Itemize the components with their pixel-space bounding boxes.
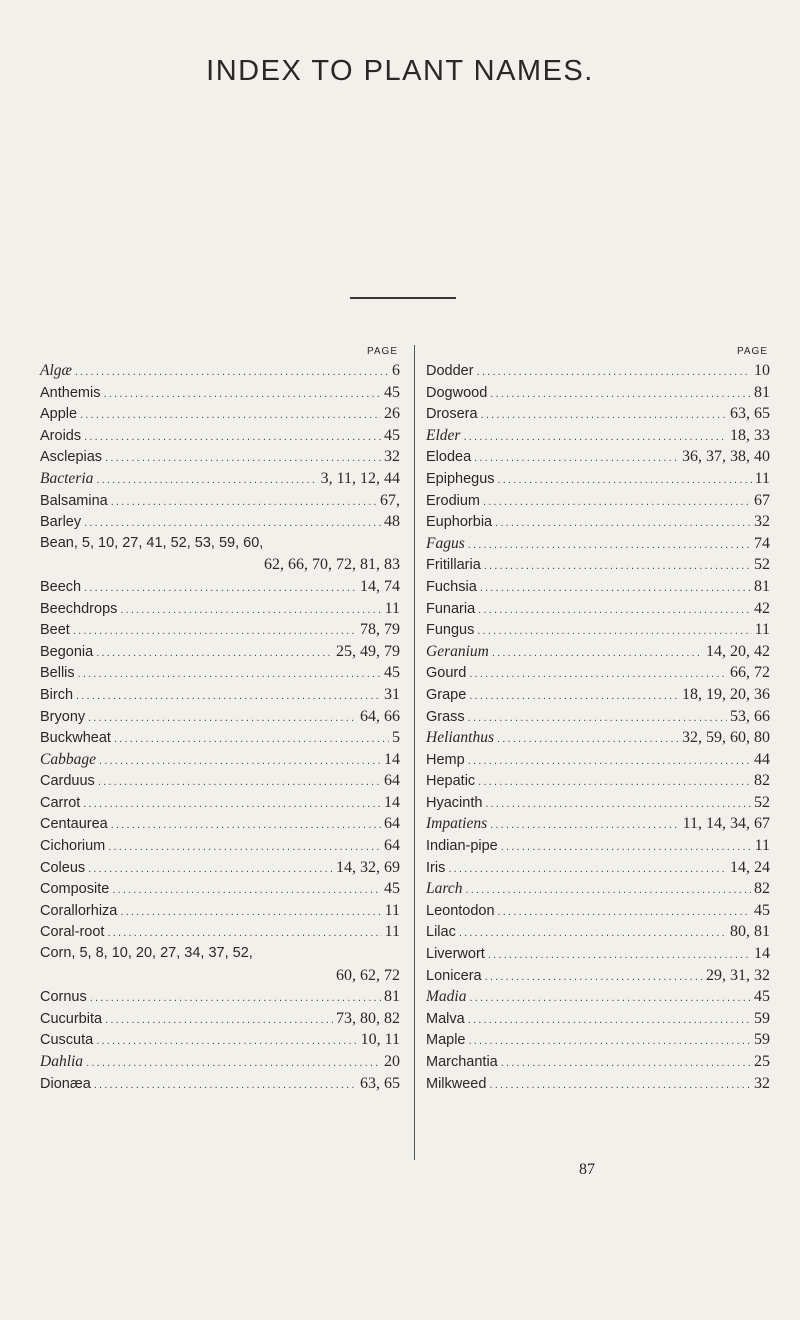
leader-dots [498, 470, 752, 492]
page-references: 74 [754, 534, 770, 552]
leader-dots [489, 1075, 751, 1097]
index-entry-continuation: 60, 62, 72 [336, 966, 400, 984]
plant-name: Beech [40, 578, 82, 595]
page-references: 6 [392, 362, 400, 379]
leader-dots [469, 1031, 752, 1053]
page-number: 87 [579, 1161, 595, 1178]
page-references: 45 [384, 383, 400, 401]
index-entry [426, 490, 770, 512]
plant-name: Coral-root [40, 924, 105, 941]
page-references: 11 [384, 923, 400, 941]
leader-dots [501, 837, 752, 859]
leader-dots [492, 643, 703, 665]
page-references: 32 [754, 513, 770, 531]
page-references: 80, 81 [730, 923, 770, 941]
page-references: 81 [384, 988, 400, 1006]
index-entry [426, 943, 770, 965]
index-entry [40, 986, 400, 1008]
plant-name: Liverwort [426, 946, 485, 963]
page-references: 48 [384, 513, 400, 531]
page-references: 82 [754, 880, 770, 898]
index-entry [40, 425, 400, 447]
plant-name: Bellis [40, 665, 75, 682]
leader-dots [86, 1053, 381, 1075]
page-references: 10, 11 [360, 1031, 400, 1049]
plant-name: Epiphegus [426, 470, 495, 487]
page-references: 25, 49, 79 [336, 642, 400, 660]
plant-name: Beet [40, 622, 70, 639]
page-references: 64, 66 [360, 707, 400, 725]
page-references: 52 [754, 556, 770, 574]
index-entry [426, 641, 770, 663]
page-references: 45 [384, 426, 400, 444]
plant-name: Iris [426, 859, 446, 876]
index-entry [40, 727, 400, 749]
plant-name: Begonia [40, 643, 94, 660]
index-entry [40, 792, 400, 814]
leader-dots [498, 902, 751, 924]
page-references: 45 [384, 880, 400, 898]
index-entry [426, 511, 770, 533]
page-references: 11 [384, 599, 400, 617]
index-entry [426, 900, 770, 922]
leader-dots [468, 1010, 751, 1032]
page-references: 45 [754, 901, 770, 919]
index-entry [426, 1029, 770, 1051]
plant-name: Hemp [426, 751, 465, 768]
leader-dots [84, 578, 357, 600]
page-references: 82 [754, 772, 770, 790]
column-divider [414, 345, 415, 1160]
index-entry [40, 749, 400, 771]
leader-dots [469, 664, 727, 686]
leader-dots [490, 815, 679, 837]
plant-name: Drosera [426, 406, 478, 423]
leader-dots [73, 621, 357, 643]
plant-name: Bean, 5, 10, 27, 41, 52, 53, 59, 60, [40, 534, 264, 551]
plant-name: Maple [426, 1032, 466, 1049]
plant-name: Hepatic [426, 773, 476, 790]
plant-name: Elodea [426, 449, 472, 466]
page-references: 45 [754, 988, 770, 1006]
page-references: 18, 19, 20, 36 [682, 685, 770, 703]
plant-name: Cabbage [40, 750, 96, 768]
index-entry [426, 446, 770, 468]
index-entry [426, 792, 770, 814]
index-entry [426, 598, 770, 620]
plant-name: Hyacinth [426, 794, 483, 811]
leader-dots [105, 448, 381, 470]
plant-name: Algæ [40, 362, 72, 379]
plant-name: Grass [426, 708, 465, 725]
index-entry [40, 511, 400, 533]
leader-dots [75, 362, 389, 384]
index-entry [40, 1073, 400, 1095]
plant-name: Composite [40, 881, 110, 898]
leader-dots [98, 772, 381, 794]
leader-dots [80, 405, 381, 427]
page-references: 53, 66 [730, 707, 770, 725]
leader-dots [83, 794, 381, 816]
plant-name: Carrot [40, 794, 81, 811]
page-references: 81 [754, 577, 770, 595]
index-entry [426, 749, 770, 771]
leader-dots [478, 600, 751, 622]
plant-name: Funaria [426, 600, 476, 617]
page-references: 3, 11, 12, 44 [320, 469, 400, 487]
index-entry [40, 706, 400, 728]
plant-name: Euphorbia [426, 514, 493, 531]
index-entry [426, 986, 770, 1008]
page-references: 67, [380, 491, 400, 509]
leader-dots [490, 384, 751, 406]
leader-dots [468, 751, 751, 773]
plant-name: Madia [426, 988, 467, 1006]
plant-name: Asclepias [40, 449, 103, 466]
index-entry [426, 770, 770, 792]
leader-dots [111, 492, 377, 514]
index-entry [40, 468, 400, 490]
plant-name: Aroids [40, 427, 82, 444]
plant-name: Coleus [40, 859, 86, 876]
leader-dots [120, 902, 381, 924]
page-references: 5 [392, 729, 400, 747]
leader-dots [485, 967, 703, 989]
right-column [426, 344, 770, 1094]
index-entry [426, 684, 770, 706]
index-entry [426, 857, 770, 879]
leader-dots [484, 556, 751, 578]
leader-dots [84, 427, 381, 449]
page-references: 67 [754, 491, 770, 509]
leader-dots [474, 448, 679, 470]
page-references: 73, 80, 82 [336, 1009, 400, 1027]
index-entry [426, 706, 770, 728]
plant-name: Geranium [426, 642, 489, 660]
leader-dots [469, 988, 751, 1010]
plant-name: Marchantia [426, 1054, 498, 1070]
plant-name: Balsamina [40, 492, 108, 509]
plant-name: Dionæa [40, 1075, 91, 1092]
index-entry [40, 662, 400, 684]
page-column-header: PAGE [366, 346, 398, 357]
plant-name: Larch [426, 880, 463, 898]
leader-dots [497, 729, 679, 751]
index-entry [40, 1029, 400, 1051]
page-references: 81 [754, 383, 770, 401]
plant-name: Corn, 5, 8, 10, 20, 27, 34, 37, 52, [40, 945, 253, 962]
leader-dots [84, 513, 381, 535]
page-references: 78, 79 [360, 621, 400, 639]
plant-name: Cuscuta [40, 1032, 94, 1049]
index-entry [40, 684, 400, 706]
index-entry [426, 1073, 770, 1095]
index-entry [426, 965, 770, 987]
leader-dots [448, 859, 727, 881]
page-references: 14, 20, 42 [706, 642, 770, 660]
leader-dots [107, 923, 381, 945]
leader-dots [477, 621, 751, 643]
page-references: 11 [754, 837, 770, 855]
plant-name: Cichorium [40, 838, 106, 855]
page-references: 64 [384, 815, 400, 833]
leader-dots [96, 1031, 357, 1053]
plant-name: Fagus [426, 534, 465, 552]
page-references: 45 [384, 664, 400, 682]
index-entry [426, 382, 770, 404]
plant-name: Dogwood [426, 384, 488, 401]
index-entry [40, 382, 400, 404]
page-title: INDEX TO PLANT NAMES. [206, 55, 594, 87]
index-entry [40, 1008, 400, 1030]
page-references: 66, 72 [730, 664, 770, 682]
index-entry [426, 360, 770, 382]
page-references: 14, 24 [730, 858, 770, 876]
plant-name: Elder [426, 426, 461, 444]
page-references: 29, 31, 32 [706, 966, 770, 984]
plant-name: Impatiens [426, 815, 488, 833]
index-entry [40, 576, 400, 598]
plant-name: Leontodon [426, 902, 495, 919]
page-references: 32 [754, 1074, 770, 1092]
plant-name: Apple [40, 406, 78, 423]
index-entry [426, 921, 770, 943]
page-references: 42 [754, 599, 770, 617]
page-references: 32 [384, 448, 400, 466]
leader-dots [483, 492, 751, 514]
leader-dots [90, 988, 381, 1010]
leader-dots [480, 578, 751, 600]
leader-dots [114, 729, 389, 751]
index-entry [40, 533, 400, 555]
index-entry [426, 1008, 770, 1030]
leader-dots [108, 837, 381, 859]
leader-dots [88, 708, 357, 730]
index-entry [40, 360, 400, 382]
page-references: 32, 59, 60, 80 [682, 729, 770, 747]
page-references: 59 [754, 1031, 770, 1049]
plant-name: Cucurbita [40, 1010, 103, 1027]
leader-dots [78, 664, 381, 686]
plant-name: Birch [40, 686, 74, 703]
index-entry [40, 619, 400, 641]
page-references: 64 [384, 837, 400, 855]
page-references: 26 [384, 405, 400, 423]
index-entry [40, 598, 400, 620]
index-list-left [40, 360, 400, 1094]
plant-name: Cornus [40, 989, 87, 1006]
plant-name: Lonicera [426, 967, 482, 984]
index-entry [40, 857, 400, 879]
index-entry [40, 921, 400, 943]
index-entry [426, 835, 770, 857]
plant-name: Barley [40, 514, 82, 531]
page-references: 36, 37, 38, 40 [682, 448, 770, 466]
plant-name: Helianthus [426, 729, 495, 747]
index-entry [426, 1051, 770, 1073]
index-list-right [426, 360, 770, 1094]
leader-dots [468, 708, 727, 730]
index-entry [40, 770, 400, 792]
index-entry [40, 1051, 400, 1073]
plant-name: Carduus [40, 773, 95, 790]
plant-name: Buckwheat [40, 730, 111, 747]
plant-name: Anthemis [40, 384, 101, 401]
leader-dots [495, 513, 751, 535]
index-entry [426, 554, 770, 576]
leader-dots [99, 751, 381, 773]
leader-dots [459, 923, 727, 945]
index-entry [40, 641, 400, 663]
page-references: 14, 32, 69 [336, 858, 400, 876]
plant-name: Bryony [40, 708, 86, 725]
index-entry [40, 878, 400, 900]
page-references: 14 [384, 750, 400, 768]
title-rule [350, 297, 456, 299]
index-entry [426, 425, 770, 447]
page-references: 63, 65 [360, 1074, 400, 1092]
leader-dots [478, 772, 751, 794]
index-entry-continuation: 62, 66, 70, 72, 81, 83 [264, 556, 400, 574]
page-references: 14 [754, 945, 770, 963]
plant-name: Milkweed [426, 1075, 487, 1092]
leader-dots [469, 686, 679, 708]
index-entry [40, 446, 400, 468]
leader-dots [485, 794, 751, 816]
page-references: 52 [754, 793, 770, 811]
plant-name: Fritillaria [426, 557, 481, 574]
page-references: 20 [384, 1053, 400, 1070]
plant-name: Malva [426, 1010, 465, 1027]
leader-dots [501, 1053, 751, 1075]
leader-dots [488, 945, 751, 967]
index-entry [40, 835, 400, 857]
plant-name: Beechdrops [40, 600, 118, 617]
index-entry [40, 900, 400, 922]
index-entry [426, 619, 770, 641]
page-references: 44 [754, 750, 770, 768]
page-references: 64 [384, 772, 400, 790]
plant-name: Dodder [426, 363, 474, 379]
leader-dots [477, 362, 751, 384]
page-references: 11, 14, 34, 67 [682, 815, 770, 833]
leader-dots [463, 427, 727, 449]
plant-name: Erodium [426, 492, 480, 509]
plant-name: Gourd [426, 665, 467, 682]
index-entry [426, 468, 770, 490]
page-references: 14 [384, 793, 400, 811]
leader-dots [468, 535, 751, 557]
plant-name: Bacteria [40, 469, 94, 487]
left-column [40, 344, 400, 1094]
index-entry [426, 878, 770, 900]
page-references: 31 [384, 685, 400, 703]
index-entry [426, 576, 770, 598]
index-entry [40, 403, 400, 425]
page-references: 11 [754, 621, 770, 639]
page-column-header: PAGE [736, 346, 768, 357]
index-entry [40, 490, 400, 512]
index-entry [40, 943, 400, 965]
leader-dots [76, 686, 381, 708]
leader-dots [111, 815, 381, 837]
index-entry [426, 662, 770, 684]
plant-name: Fungus [426, 622, 475, 639]
index-entry [426, 403, 770, 425]
plant-name: Lilac [426, 924, 456, 941]
plant-name: Corallorhiza [40, 902, 118, 919]
page-references: 11 [754, 469, 770, 487]
page-references: 25 [754, 1053, 770, 1070]
plant-name: Grape [426, 686, 467, 703]
plant-name: Indian-pipe [426, 838, 498, 855]
leader-dots [103, 384, 381, 406]
plant-name: Fuchsia [426, 578, 477, 595]
index-entry [426, 533, 770, 555]
leader-dots [481, 405, 727, 427]
page-references: 63, 65 [730, 405, 770, 423]
leader-dots [96, 470, 317, 492]
leader-dots [96, 643, 333, 665]
plant-name: Centaurea [40, 816, 108, 833]
leader-dots [94, 1075, 357, 1097]
page-references: 18, 33 [730, 426, 770, 444]
page-references: 14, 74 [360, 577, 400, 595]
leader-dots [105, 1010, 333, 1032]
leader-dots [120, 600, 381, 622]
index-entry [40, 813, 400, 835]
leader-dots [88, 859, 333, 881]
page-references: 11 [384, 901, 400, 919]
index-entry [426, 813, 770, 835]
page-references: 59 [754, 1009, 770, 1027]
leader-dots [112, 880, 381, 902]
index-entry [426, 727, 770, 749]
leader-dots [465, 880, 751, 902]
page-references: 10 [754, 362, 770, 379]
plant-name: Dahlia [40, 1053, 84, 1070]
